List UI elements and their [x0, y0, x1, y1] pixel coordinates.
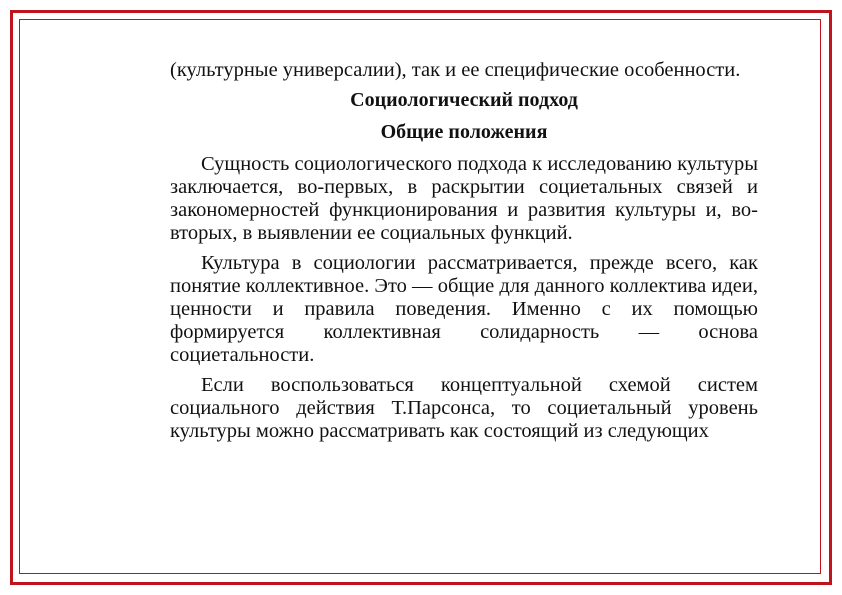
- section-heading: Социологический подход: [350, 89, 578, 111]
- continuation-paragraph: (культурные универсалии), так и ее специфические особенности.: [170, 59, 741, 81]
- body-paragraph-3: Если воспользоваться концептуальной схемой систем социального действия Т.Парсонса, то социетальный уровень культуры можно рассматривать как состоящий из следующих: [170, 374, 758, 442]
- document-body: [170, 59, 758, 450]
- subsection-heading: Общие положения: [380, 121, 548, 143]
- body-paragraph-2: Культура в социологии рассматривается, прежде всего, как понятие коллективное. Это — общие для данного коллектива идеи, ценности и правила поведения. Именно с их помощью формируется коллективная солидарность — основа социетальности.: [170, 252, 758, 366]
- body-paragraph-1: Сущность социологического подхода к исследованию культуры заключается, во-первых, в раскрытии социетальных связей и закономерностей функционирования и развития культуры и, во-вторых, в выявлении ее социальных функций.: [170, 153, 758, 244]
